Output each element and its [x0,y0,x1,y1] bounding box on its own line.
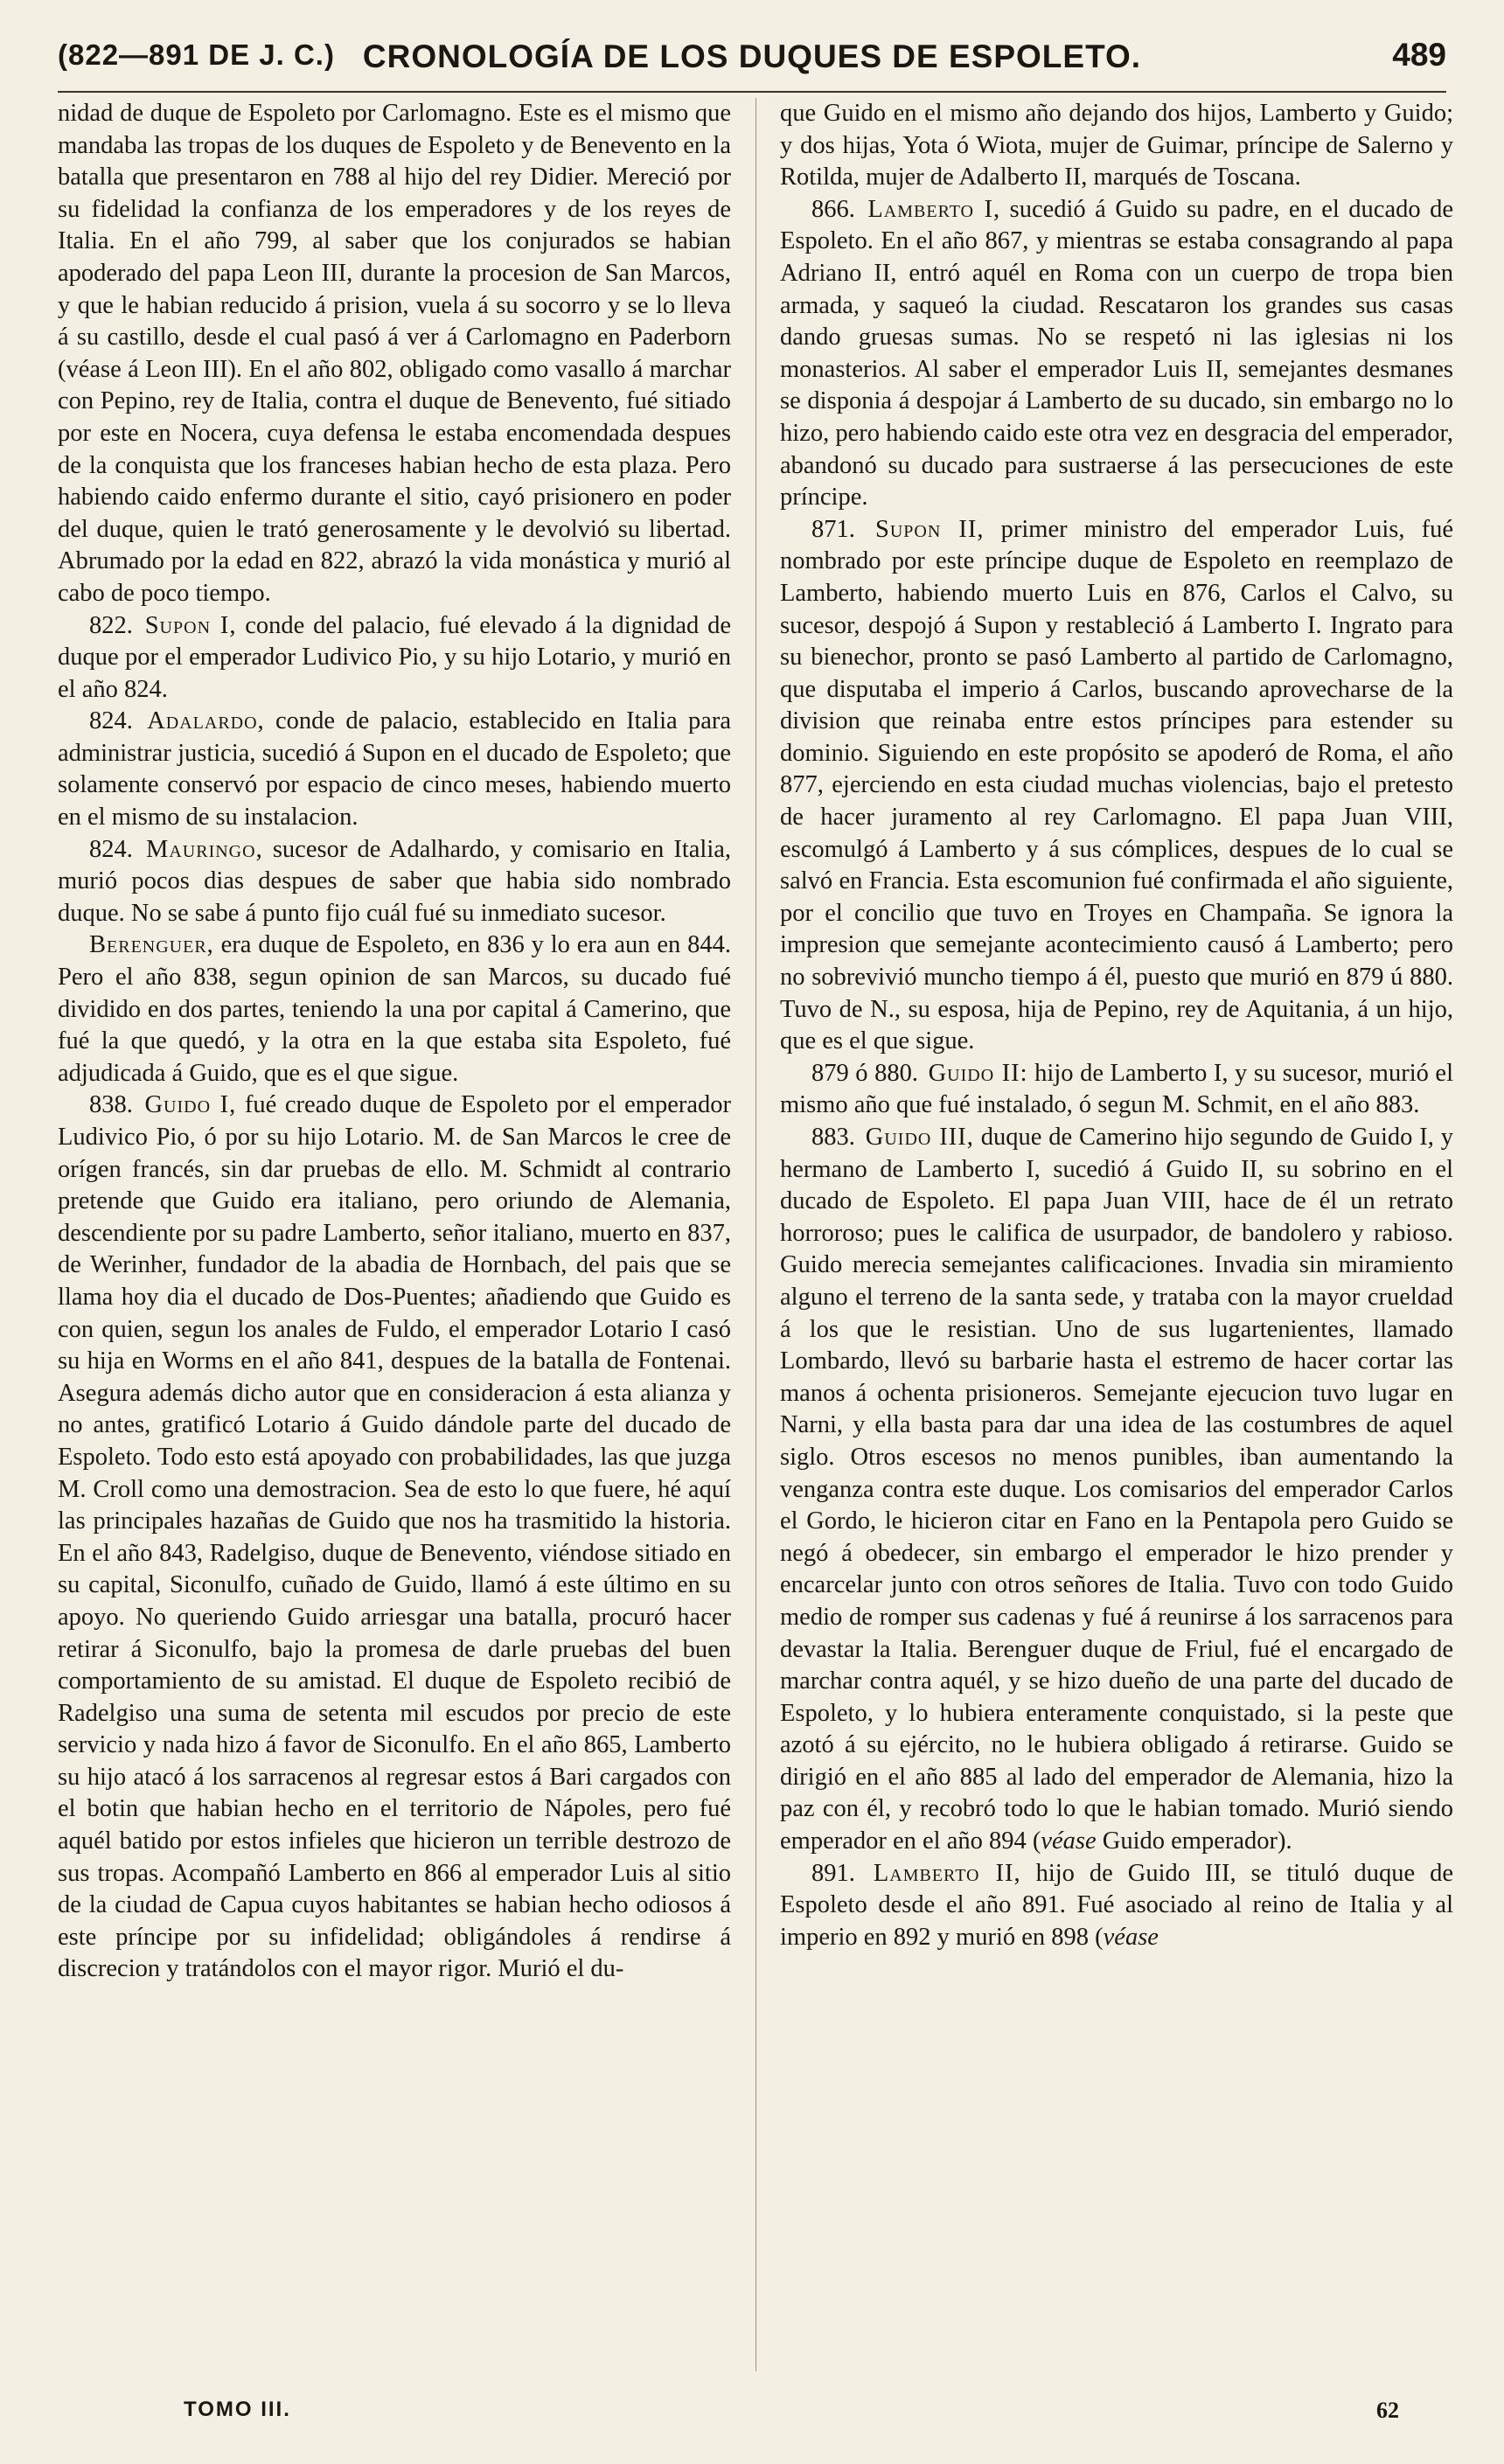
entry-824-adalardo [58,706,731,833]
volume-label: TOMO III. [184,2398,291,2421]
entry-text: sucedió á Guido su padre, en el ducado de Espoleto. En el año 867, y mientras se estaba consagrando al papa Adriano II, entró aquél en Roma con un cuerpo de tropa bien armada, y saqueó la ciudad. Rescataron los grandes sus casas dando gruesas sumas. No se respetó ni las iglesias ni los monasterios. Al saber el emperador Luis II, semejantes desmanes se disponia á despojar á Lamberto de su ducado, sin embargo no lo hizo, pero habiendo caido este otra vez en desgracia del emperador, abandonó su ducado para sustraerse á las persecuciones de este príncipe. [780,195,1453,512]
entry-name: Mauringo, [146,835,263,863]
entry-name: Lamberto II, [873,1859,1021,1887]
entry-text: conde del palacio, fué elevado á la dignidad de duque por el emperador Ludivico Pio, y su hijo Lotario, y murió en el año 824. [58,611,731,703]
entry-year: 879 ó 880. [811,1059,918,1087]
entry-text: hijo de Guido III, se tituló duque de Espoleto desde el año 891. Fué asociado al reino de Italia y al imperio en 892 y murió en 898 ( [780,1859,1453,1951]
entry-year: 824. [89,707,133,735]
entry-year: 822. [89,611,133,639]
entry-name: Adalardo, [147,707,265,735]
entry-879 [780,1058,1453,1122]
entry-year: 871. [811,515,855,543]
entry-text: sucesor de Adalhardo, y comisario en Italia, murió pocos dias despues de saber que habia sido nombrado duque. No se sabe á punto fijo cuál fué su inmediato sucesor. [58,835,731,927]
entry-822 [58,610,731,706]
entry-name: Guido I, [144,1091,237,1119]
entry-year: 891. [811,1859,855,1887]
column-divider [755,98,756,2371]
right-column [780,98,1453,2371]
entry-text: hijo de Lamberto I, y su sucesor, murió el mismo año que fué instalado, ó segun M. Schmit, en el año 883. [780,1059,1453,1119]
page-title: CRONOLOGÍA DE LOS DUQUES DE ESPOLETO. [362,38,1142,74]
entry-name: Guido II: [928,1059,1028,1087]
entry-871 [780,514,1453,1058]
entry-text: conde de palacio, establecido en Italia para administrar justicia, sucedió á Supon en el ducado de Espoleto; que solamente conservó por espacio de cinco meses, habiendo muerto en el mismo de su instalacion. [58,707,731,832]
entry-text: fué creado duque de Espoleto por el emperador Ludivico Pio, ó por su hijo Lotario. M. de San Marcos le cree de orígen francés, sin dar pruebas de ello. M. Schmidt al contrario pretende que Guido era italiano, pero oriundo de Alemania, descendiente por su padre Lamberto, señor italiano, muerto en 837, de Werinher, fundador de la abadia de Hornbach, del pais que se llama hoy dia el ducado de Dos-Puentes; añadiendo que Guido es con quien, segun los anales de Fuldo, el emperador Lotario I casó su hija en Worms en el año 841, despues de la batalla de Fontenai. Asegura además dicho autor que en consideracion á esta alianza y no antes, gratificó Lotario á Guido dándole parte del ducado de Espoleto. Todo esto está apoyado con probabilidades, las que juzga M. Croll como una demostracion. Sea de esto lo que fuere, hé aquí las principales hazañas de Guido que nos ha trasmitido la historia. En el año 843, Radelgiso, duque de Benevento, viéndose sitiado en su capital, Siconulfo, cuñado de Guido, llamó á este último en su apoyo. No queriendo Guido arriesgar una batalla, procuró hacer retirar á Siconulfo, bajo la promesa de darle pruebas del buen comportamiento de su amistad. El duque de Espoleto recibió de Radelgiso una suma de setenta mil escudos por precio de este servicio y nada hizo á favor de Siconulfo. En el año 865, Lamberto su hijo atacó á los sarracenos al regresar estos á Bari cargados con el botin que habian hecho en el territorio de Nápoles, pero fué aquél batido por estos infieles que hicieron un terrible destrozo de sus tropas. Acompañó Lamberto en 866 al emperador Luis al sitio de la ciudad de Capua cuyos habitantes se habian hecho odiosos á este príncipe por su infidelidad; obligándoles á rendirse á discrecion y tratándolos con el mayor rigor. Murió el du- [58,1091,731,1983]
entry-883 [780,1122,1453,1858]
header-date-range: (822—891 DE J. C.) [58,38,335,71]
entry-year: 866. [811,195,855,223]
entry-866 [780,194,1453,514]
entry-name: Supon II, [874,515,985,543]
paragraph: nidad de duque de Espoleto por Carlomagno. Este es el mismo que mandaba las tropas de los duques de Espoleto y de Benevento en la batalla que presentaron en 788 al hijo del rey Didier. Mereció por su fidelidad la confianza de los emperadores y de los reyes de Italia. En el año 799, al saber que los conjurados se habian apoderado del papa Leon III, durante la procesion de San Marcos, y que le habian reducido á prision, vuela á su socorro y se lo lleva á su castillo, desde el cual pasó á ver á Carlomagno en Paderborn (véase á Leon III). En el año 802, obligado como vasallo á marchar con Pepino, rey de Italia, contra el duque de Benevento, fué sitiado por este en Nocera, cuya defensa le estaba encomendada despues de la conquista que los franceses habian hecho de esta plaza. Pero habiendo caido enfermo durante el sitio, cayó prisionero en poder del duque, quien le trató generosamente y le devolvió su libertad. Abrumado por la edad en 822, abrazó la vida monástica y murió al cabo de poco tiempo. [58,100,731,607]
page-number: 489 [1392,37,1446,73]
entry-name: Berenguer, [89,931,214,959]
entry-name: Lamberto I, [867,195,1001,223]
entry-name: Guido III, [865,1124,974,1151]
entry-838 [58,1089,731,1986]
entry-year: 824. [89,835,133,863]
vease-ref: véase [1041,1827,1097,1855]
entry-name: Supon I, [144,611,237,639]
left-column [58,98,731,2371]
page-header [58,30,1446,93]
entry-text: duque de Camerino hijo segundo de Guido I, y hermano de Lamberto I, sucedió á Guido II, su sobrino en el ducado de Espoleto. El papa Juan VIII, hace de él un retrato horroroso; pues le califica de usurpador, de bandolero y rabioso. Guido merecia semejantes calificaciones. Invadia sin miramiento alguno el terreno de la santa sede, y trataba con la mayor crueldad á los que le resistian. Uno de sus lugartenientes, llamado Lombardo, llevó su barbarie hasta el estremo de hacer cortar las manos á ochenta prisioneros. Semejante ejecucion tuvo lugar en Narni, y ella basta para dar una idea de las costumbres de aquel siglo. Otros escesos no menos punibles, iban aumentando la venganza contra este duque. Los comisarios del emperador Carlos el Gordo, le hicieron citar en Fano en la Pentapola pero Guido se negó á obedecer, sin embargo el emperador le hizo prender y encarcelar junto con otros señores de Italia. Tuvo con todo Guido medio de romper sus cadenas y fué á reunirse á los sarracenos para devastar la Italia. Berenguer duque de Friul, fué el encargado de marchar contra aquél, y se hizo dueño de una parte del ducado de Espoleto, y lo hubiera enteramente conquistado, si la peste que azotó á su ejército, no le hubiera obligado á retirarse. Guido se dirigió en el año 885 al lado del emperador de Alemania, hizo la paz con él, y recobró todo lo que le habian tomado. Murió siendo emperador en el año 894 ( [780,1124,1453,1855]
entry-berenguer [58,929,731,1089]
paragraph: que Guido en el mismo año dejando dos hijos, Lamberto y Guido; y dos hijas, Yota ó Wiota, mujer de Guimar, príncipe de Salerno y Rotilda, mujer de Adalberto II, marqués de Toscana. [780,100,1453,191]
vease-ref: véase [1103,1923,1159,1951]
entry-year: 838. [89,1091,133,1119]
entry-824-mauringo [58,834,731,930]
entry-year: 883. [811,1124,855,1151]
entry-891 [780,1858,1453,1954]
entry-text: era duque de Espoleto, en 836 y lo era aun en 844. Pero el año 838, segun opinion de san Marcos, su ducado fué dividido en dos partes, teniendo la una por capital á Camerino, que fué la que quedó, y la otra en la que estaba sita Espoleto, fué adjudicada á Guido, que es el que sigue. [58,931,731,1087]
signature-mark: 62 [1376,2398,1399,2423]
entry-text-tail: Guido emperador). [1102,1827,1292,1855]
entry-text: primer ministro del emperador Luis, fué nombrado por este príncipe duque de Espoleto en reemplazo de Lamberto, habiendo muerto Luis en 876, Carlos el Calvo, su sucesor, despojó á Supon y restableció á Lamberto I. Ingrato para su bienechor, pronto se pasó Lamberto al partido de Carlomagno, que disputaba el imperio á Carlos, buscando aprovecharse de la division que reinaba entre estos príncipes para estender su dominio. Siguiendo en este propósito se apoderó de Roma, el año 877, ejerciendo en esta ciudad muchas violencias, bajo el pretesto de hacer juramento al rey Carlomagno. El papa Juan VIII, escomulgó á Lamberto y á sus cómplices, despues de lo cual se salvó en Francia. Esta escomunion fué confirmada el año siguiente, por el concilio que tuvo en Troyes en Champaña. Se ignora la impresion que semejante acontecimiento causó á Lamberto; pero no sobrevivió muncho tiempo á él, puesto que murió en 879 ú 880. Tuvo de N., su esposa, hija de Pepino, rey de Aquitania, á un hijo, que es el que sigue. [780,515,1453,1055]
